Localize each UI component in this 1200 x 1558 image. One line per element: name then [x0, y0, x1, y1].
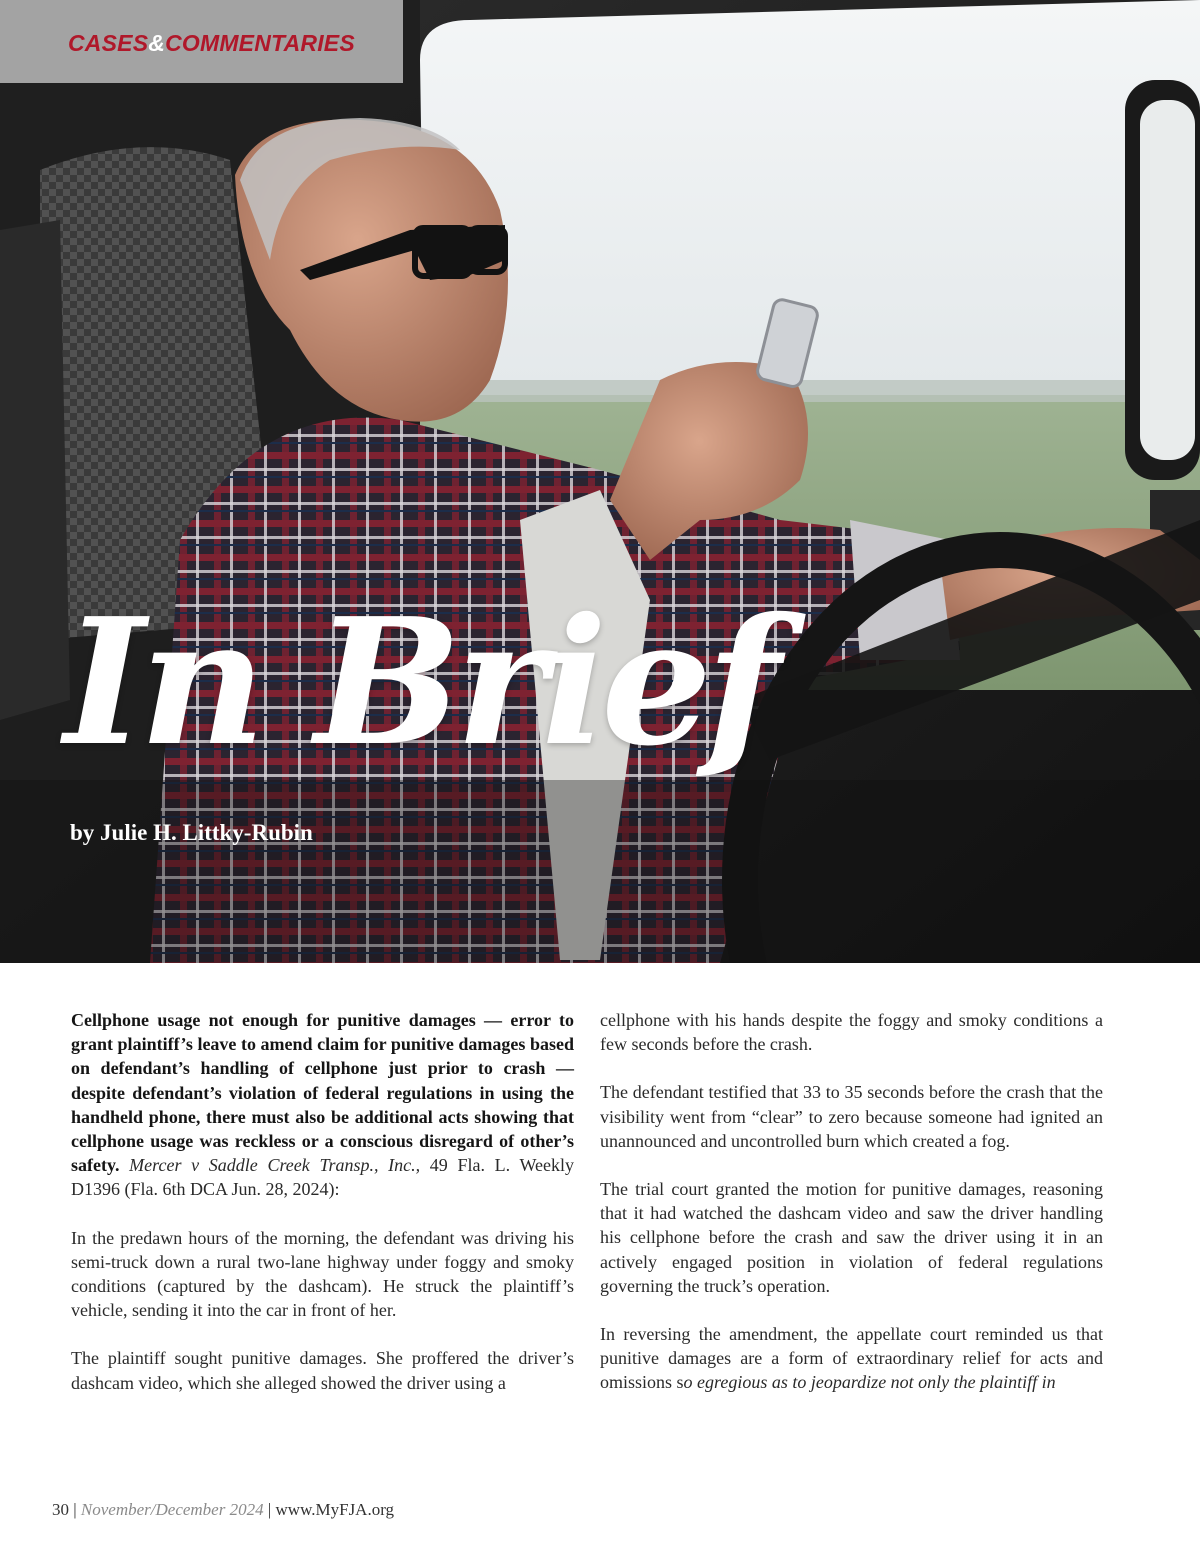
case-headnote: Cellphone usage not enough for punitive damages — error to grant plaintiff’s leave to amend claim for punitive damages based on defendant’s handling of cellphone just prior to crash — despite defendant’s violation of federal regulations in using the handheld phone, there must also be additional acts showing that cellphone usage was reckless or a conscious disregard of other’s safety. [71, 1010, 574, 1176]
case-summary-paragraph [71, 1008, 574, 1202]
case-citation-reporter: 49 Fla. L. Weekly D1396 (Fla. 6th DCA Jun. 28, 2024): [71, 1155, 574, 1200]
body-paragraph: The plaintiff sought punitive damages. She proffered the driver’s dashcam video, which she alleged showed the driver using a [71, 1348, 574, 1393]
footer-separator: | [263, 1500, 276, 1519]
case-citation-name: Mercer v Saddle Creek Transp., Inc., [129, 1155, 421, 1176]
body-text: In reversing the amendment, the appellate court reminded us that punitive damages are a form of extraordinary relief for acts and omissions s [600, 1324, 1103, 1393]
body-paragraph: In the predawn hours of the morning, the defendant was driving his semi-truck down a rural two-lane highway under foggy and smoky conditions (captured by the dashcam). He struck the plaintiff’s vehicle, sending it into the car in front of her. [71, 1227, 574, 1321]
footer-separator: | [69, 1500, 81, 1519]
issue-date: November/December 2024 [80, 1500, 264, 1519]
article-column-right [600, 1008, 1103, 1419]
body-paragraph: The trial court granted the motion for punitive damages, reasoning that it had watched the dashcam video and saw the driver handling his cellphone before the crash and saw the driver using it in an actively engaged position in violation of federal regulations governing the truck’s operation. [600, 1179, 1103, 1296]
page-title: In Brief [64, 581, 775, 785]
section-header-tab [0, 0, 403, 83]
body-paragraph: cellphone with his hands despite the foggy and smoky conditions a few seconds before the crash. [600, 1010, 1103, 1055]
section-word-cases: CASES [68, 30, 149, 56]
body-paragraph: The defendant testified that 33 to 35 seconds before the crash that the visibility went from “clear” to zero because someone had ignited an unannounced and uncontrolled burn which created a fog. [600, 1082, 1103, 1151]
author-byline: by Julie H. Littky-Rubin [70, 820, 313, 845]
article-column-left [71, 1008, 574, 1419]
page-footer [52, 1500, 394, 1520]
body-text-italic: o egregious as to jeopardize not only the plaintiff in [683, 1372, 1056, 1393]
section-word-commentaries: COMMENTARIES [165, 30, 355, 56]
page-number: 30 [52, 1500, 69, 1519]
section-ampersand: & [148, 30, 166, 56]
body-paragraph [600, 1322, 1103, 1395]
section-label [68, 30, 355, 57]
website-link[interactable]: www.MyFJA.org [275, 1500, 395, 1519]
